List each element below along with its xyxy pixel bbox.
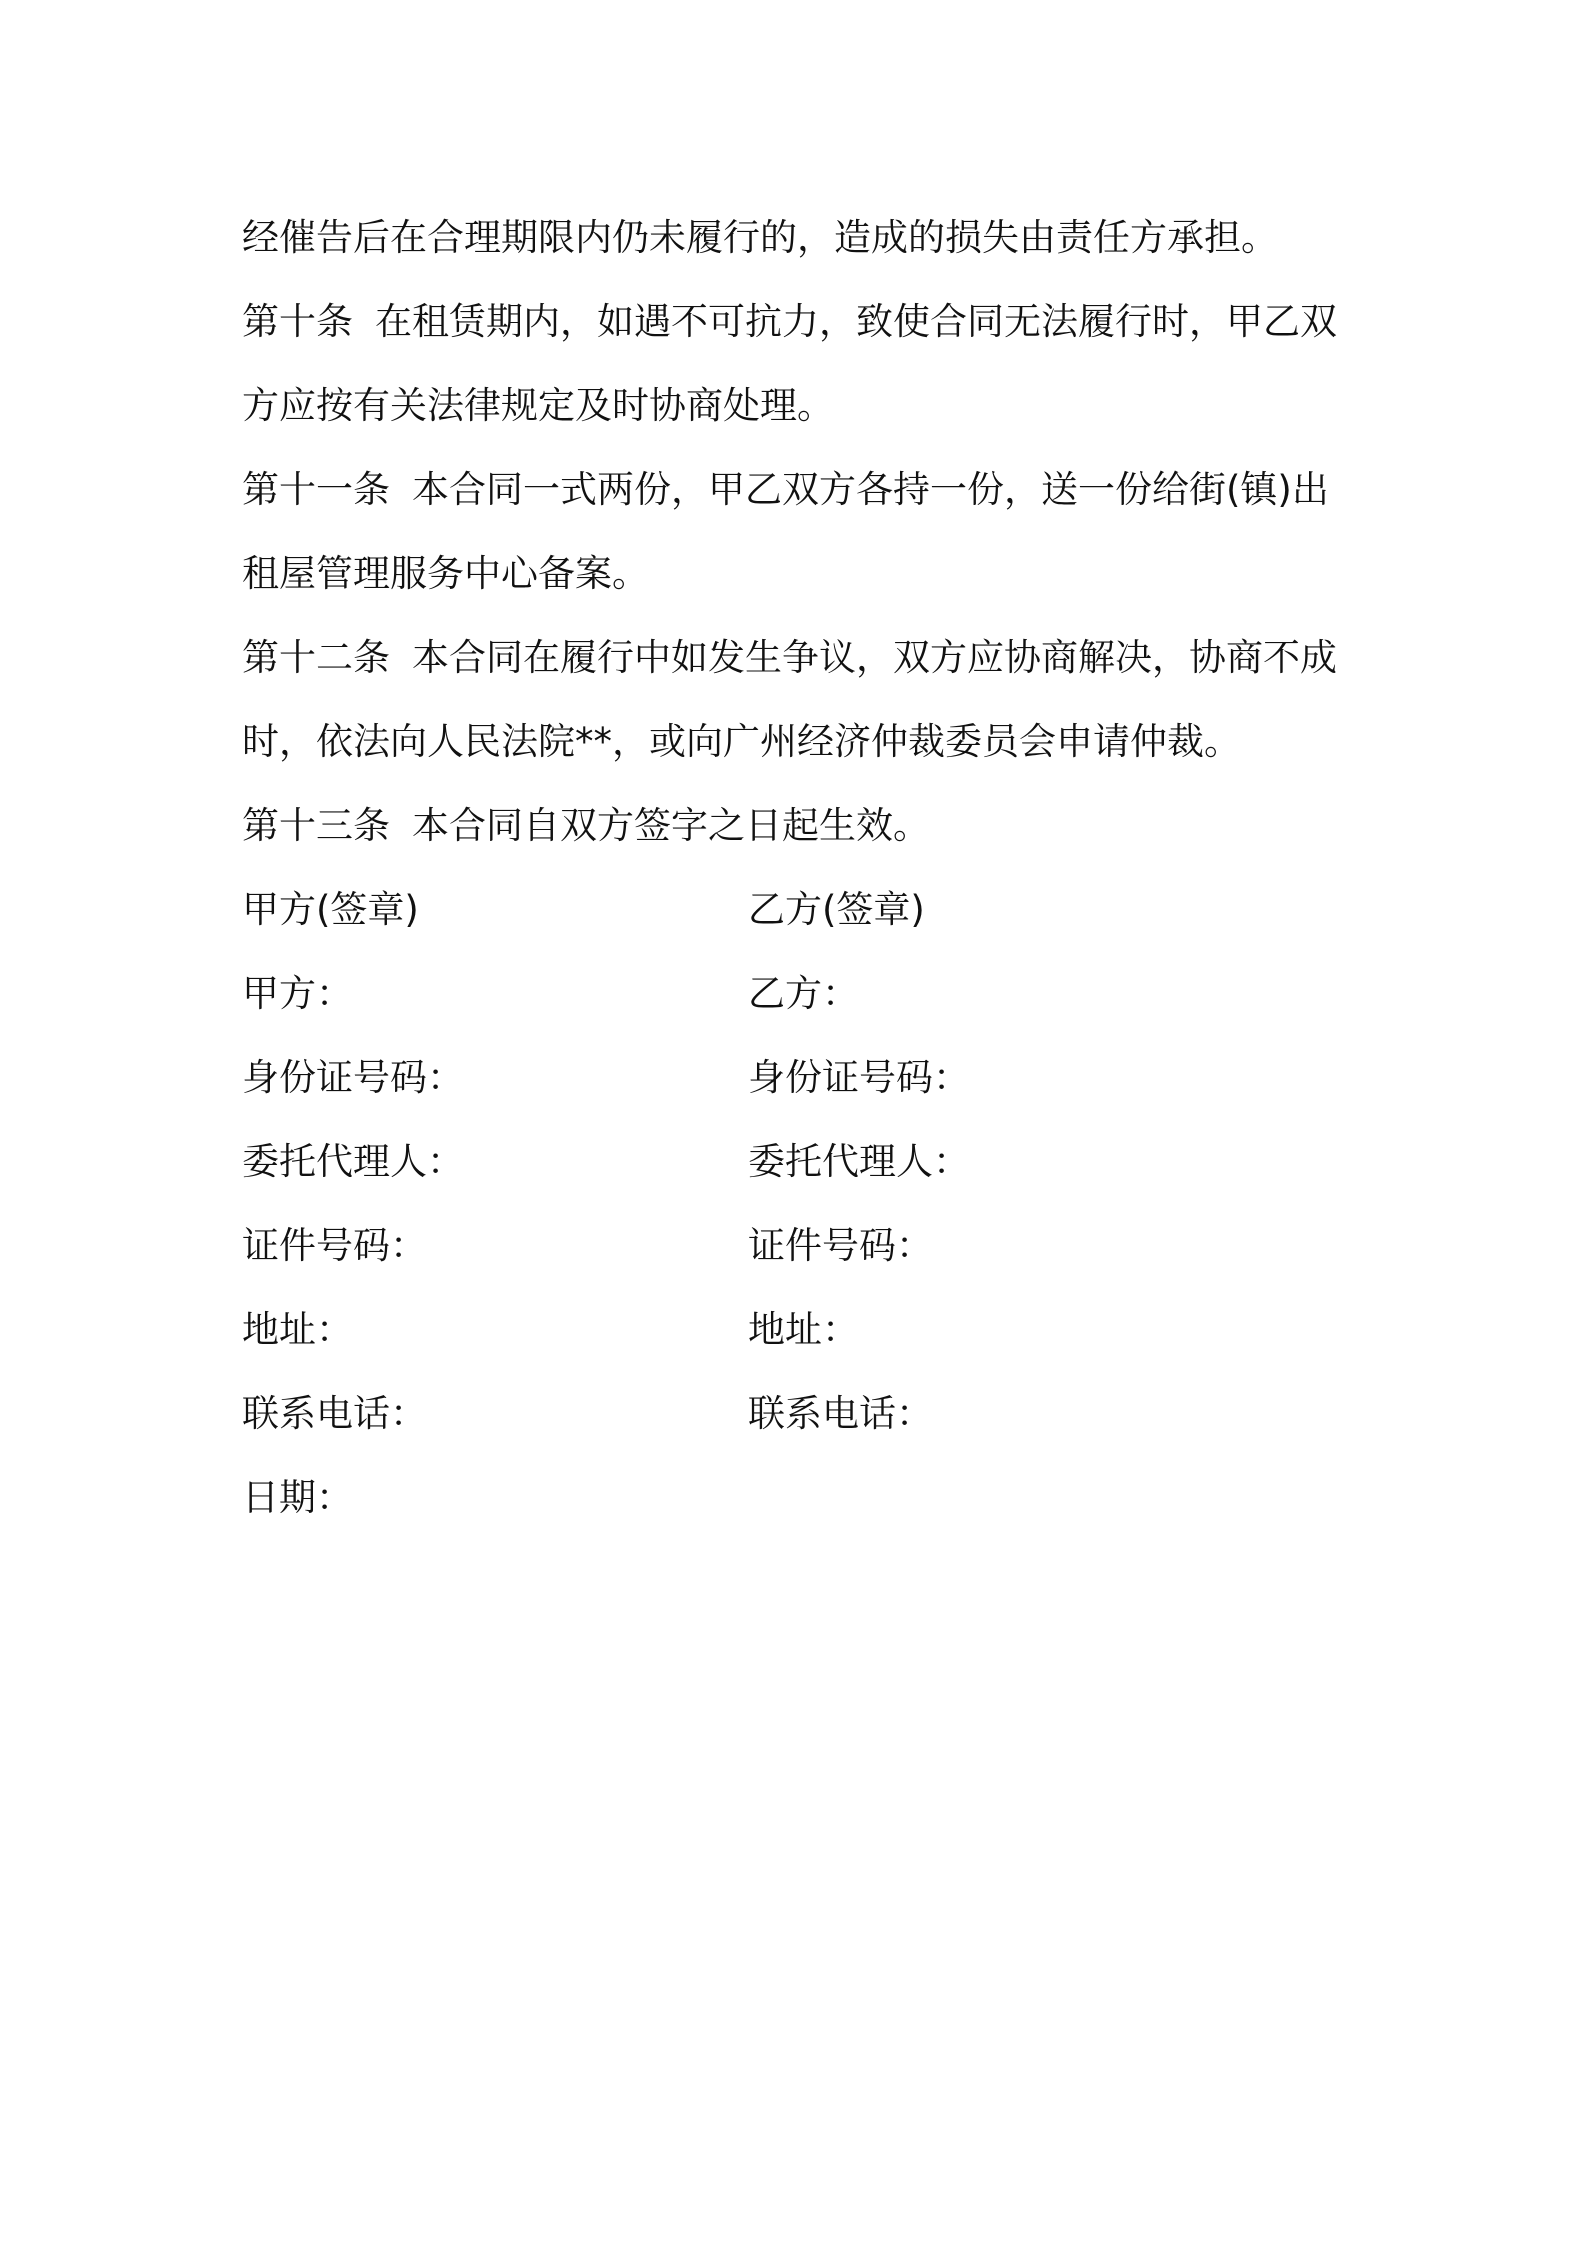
party-b-phone-label: 联系电话： — [748, 1392, 933, 1435]
party-b-seal-label: 乙方(签章) — [748, 888, 925, 931]
article-11-number: 第十一条 — [242, 468, 390, 511]
signature-id-row — [242, 1036, 1352, 1120]
signature-party-row — [242, 952, 1352, 1036]
party-a-address-label: 地址： — [242, 1308, 353, 1351]
article-13-text: 本合同自双方签字之日起生效。 — [412, 804, 930, 847]
party-b-address-label: 地址： — [748, 1308, 859, 1351]
article-13-number: 第十三条 — [242, 804, 390, 847]
article-12-text: 本合同在履行中如发生争议，双方应协商解决，协商不成 — [412, 636, 1337, 679]
article-10-line-2: 方应按有关法律规定及时协商处理。 — [242, 384, 834, 427]
article-13-line-1 — [242, 784, 1352, 868]
signature-address-row — [242, 1288, 1352, 1372]
signature-phone-row — [242, 1372, 1352, 1456]
party-a-agent-label: 委托代理人： — [242, 1140, 464, 1183]
party-a-seal-label: 甲方(签章) — [242, 888, 419, 931]
party-a-name-label: 甲方： — [242, 972, 353, 1015]
party-b-cert-label: 证件号码： — [748, 1224, 933, 1267]
article-10-number: 第十条 — [242, 300, 353, 343]
signature-seal-row — [242, 868, 1352, 952]
article-12-line-2: 时，依法向人民法院**，或向广州经济仲裁委员会申请仲裁。 — [242, 720, 1241, 763]
party-b-id-label: 身份证号码： — [748, 1056, 970, 1099]
signature-agent-row — [242, 1120, 1352, 1204]
article-11-text: 本合同一式两份，甲乙双方各持一份，送一份给街(镇)出 — [412, 468, 1329, 511]
article-11-line-2: 租屋管理服务中心备案。 — [242, 552, 649, 595]
party-a-cert-label: 证件号码： — [242, 1224, 427, 1267]
article-12-line-1 — [242, 616, 1352, 700]
article-10-text: 在租赁期内，如遇不可抗力，致使合同无法履行时，甲乙双 — [375, 300, 1337, 343]
contract-body — [242, 196, 1352, 1540]
article-10-line-1 — [242, 280, 1352, 364]
party-b-name-label: 乙方： — [748, 972, 859, 1015]
article-9-tail: 经催告后在合理期限内仍未履行的，造成的损失由责任方承担。 — [242, 216, 1278, 259]
signature-cert-row — [242, 1204, 1352, 1288]
party-a-phone-label: 联系电话： — [242, 1392, 427, 1435]
article-12-number: 第十二条 — [242, 636, 390, 679]
party-b-agent-label: 委托代理人： — [748, 1140, 970, 1183]
signature-date-row — [242, 1456, 1352, 1540]
party-a-id-label: 身份证号码： — [242, 1056, 464, 1099]
date-label: 日期： — [242, 1476, 353, 1519]
article-11-line-1 — [242, 448, 1352, 532]
